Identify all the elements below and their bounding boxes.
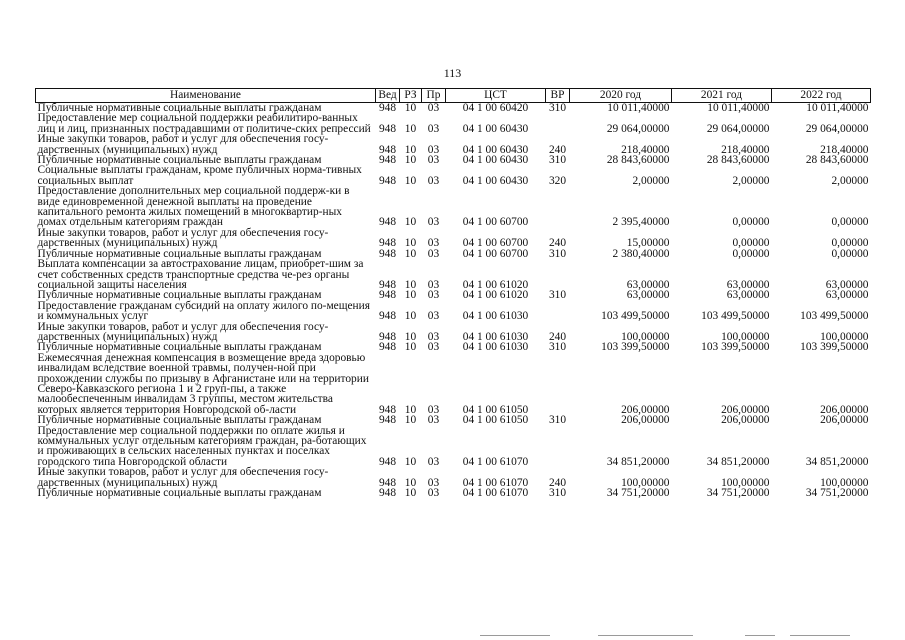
- cell-ved: 948: [378, 330, 397, 343]
- header-name: Наименование: [36, 89, 376, 103]
- header-ved: Вед: [376, 89, 400, 103]
- table-row: [36, 186, 871, 228]
- cell-ved: 948: [378, 414, 397, 427]
- cell-rz: 10: [404, 247, 417, 260]
- cell-name: Публичные нормативные социальные выплаты гражданам: [37, 102, 322, 114]
- cell-name: Предоставление дополнительных мер социальной поддерж-ки в виде единовременной денежной выплаты на проведение капитального ремонта жилых помещений в многоквартир-ных домах отдельным категориям граждан: [37, 185, 350, 229]
- table-header: [36, 89, 871, 103]
- cell-cst: 04 1 00 61030: [462, 310, 529, 323]
- cell-vr: 310: [548, 154, 567, 167]
- cell-vr: 310: [548, 414, 567, 427]
- cell-vr: 310: [548, 247, 567, 260]
- cell-y2022: 63,00000: [825, 278, 869, 291]
- cell-y2021: 34 751,20000: [706, 487, 770, 500]
- cell-y2020: 28 843,60000: [606, 154, 670, 167]
- cell-y2020: 34 751,20000: [606, 487, 670, 500]
- cell-name: Предоставление мер социальной поддержки реабилитиро-ванных лиц и лиц, признанных пострадавшими от политиче-ских репрессий: [37, 112, 371, 135]
- cell-vr: [546, 426, 570, 468]
- cell-pr: 03: [427, 102, 440, 114]
- cell-y2022: 10 011,40000: [806, 102, 869, 114]
- cell-y2021: 100,00000: [721, 476, 770, 489]
- cell-name: Выплата компенсации за автострахование лицам, приобрет-шим за счет собственных средств транспортные средства че-рез органы социальной защиты населения: [37, 258, 364, 291]
- cell-y2022: 2,00000: [831, 174, 869, 187]
- table-row: [36, 113, 871, 134]
- cell-ved: 948: [378, 476, 397, 489]
- cell-ved: 948: [378, 174, 397, 187]
- cell-name: Публичные нормативные социальные выплаты гражданам: [37, 487, 322, 500]
- cell-cst: 04 1 00 61030: [462, 341, 529, 354]
- cell-y2021: 28 843,60000: [706, 154, 770, 167]
- cell-y2021: 206,00000: [721, 414, 770, 427]
- cell-pr: 03: [427, 174, 440, 187]
- table-row: [36, 322, 871, 343]
- cell-cst: 04 1 00 61070: [462, 487, 529, 500]
- cell-name: Предоставление мер социальной поддержки по оплате жилья и коммунальных услуг отдельным категориям граждан, ра-ботающих и проживающих в сельских населенных пунктах и поселках городского типа Новгородской области: [37, 424, 367, 468]
- cell-rz: 10: [404, 414, 417, 427]
- cell-rz: 10: [404, 455, 417, 468]
- cell-cst: 04 1 00 61050: [462, 403, 529, 416]
- cell-rz: 10: [404, 102, 417, 114]
- cell-y2020: 103 399,50000: [601, 341, 670, 354]
- cell-y2021: 206,00000: [721, 403, 770, 416]
- cell-cst: 04 1 00 60430: [462, 154, 529, 167]
- cell-y2021: 34 851,20000: [706, 455, 770, 468]
- cell-name: Иные закупки товаров, работ и услуг для обеспечения госу-дарственных (муниципальных) нужд: [37, 466, 329, 489]
- cell-y2021: 63,00000: [726, 278, 770, 291]
- cell-rz: 10: [404, 174, 417, 187]
- cell-y2020: 103 499,50000: [601, 310, 670, 323]
- scan-bottom-edge: [0, 632, 905, 640]
- cell-rz: 10: [404, 476, 417, 489]
- cell-ved: 948: [378, 216, 397, 229]
- cell-ved: 948: [378, 122, 397, 135]
- header-2021: 2021 год: [672, 89, 772, 103]
- cell-y2022: 206,00000: [820, 403, 869, 416]
- cell-ved: 948: [378, 310, 397, 323]
- cell-y2021: 218,40000: [721, 143, 770, 156]
- cell-rz: 10: [404, 143, 417, 156]
- cell-y2022: 28 843,60000: [805, 154, 869, 167]
- cell-vr: 240: [548, 476, 567, 489]
- cell-y2021: 0,00000: [732, 247, 770, 260]
- cell-pr: 03: [427, 476, 440, 489]
- cell-vr: [546, 353, 570, 415]
- header-cst: ЦСТ: [446, 89, 546, 103]
- cell-y2020: 2 380,40000: [612, 247, 670, 260]
- header-vr: ВР: [546, 89, 570, 103]
- cell-y2020: 34 851,20000: [606, 455, 670, 468]
- cell-ved: 948: [378, 289, 397, 302]
- cell-vr: 240: [548, 143, 567, 156]
- cell-pr: 03: [427, 289, 440, 302]
- cell-rz: 10: [404, 341, 417, 354]
- cell-pr: 03: [427, 154, 440, 167]
- cell-y2022: 103 499,50000: [800, 310, 869, 323]
- header-pr: Пр: [422, 89, 446, 103]
- cell-cst: 04 1 00 60420: [462, 102, 529, 114]
- cell-vr: 310: [548, 289, 567, 302]
- page-number: 113: [443, 66, 462, 80]
- cell-cst: 04 1 00 61020: [462, 278, 529, 291]
- cell-y2021: 103 499,50000: [701, 310, 770, 323]
- cell-rz: 10: [404, 403, 417, 416]
- table-row: [36, 301, 871, 322]
- cell-y2021: 63,00000: [726, 289, 770, 302]
- cell-name: Предоставление гражданам субсидий на оплату жилого по-мещения и коммунальных услуг: [37, 299, 370, 323]
- cell-y2020: 100,00000: [621, 330, 670, 343]
- cell-ved: 948: [378, 278, 397, 291]
- cell-y2022: 0,00000: [831, 216, 869, 229]
- cell-ved: 948: [378, 237, 397, 250]
- cell-y2022: 29 064,00000: [805, 122, 869, 135]
- cell-cst: 04 1 00 60430: [462, 143, 529, 156]
- cell-rz: 10: [404, 487, 417, 500]
- cell-y2022: 103 399,50000: [800, 341, 869, 354]
- cell-cst: 04 1 00 60700: [462, 247, 529, 260]
- cell-name: Иные закупки товаров, работ и услуг для обеспечения госу-дарственных (муниципальных) нужд: [37, 320, 329, 343]
- cell-cst: 04 1 00 60700: [462, 216, 529, 229]
- cell-y2022: 0,00000: [831, 237, 869, 250]
- cell-y2020: 29 064,00000: [606, 122, 670, 135]
- cell-y2021: 10 011,40000: [707, 102, 770, 114]
- cell-vr: 310: [548, 487, 567, 500]
- cell-rz: 10: [404, 278, 417, 291]
- cell-rz: 10: [404, 122, 417, 135]
- cell-ved: 948: [378, 154, 397, 167]
- cell-vr: 320: [548, 174, 567, 187]
- table-row: [36, 488, 871, 498]
- budget-table: [35, 88, 871, 498]
- cell-pr: 03: [427, 122, 440, 135]
- cell-y2020: 2,00000: [632, 174, 670, 187]
- cell-rz: 10: [404, 237, 417, 250]
- cell-ved: 948: [378, 143, 397, 156]
- cell-vr: [546, 186, 570, 228]
- cell-y2020: 15,00000: [626, 237, 670, 250]
- cell-rz: 10: [404, 154, 417, 167]
- cell-pr: 03: [427, 330, 440, 343]
- cell-name: Публичные нормативные социальные выплаты гражданам: [37, 341, 322, 354]
- cell-y2020: 10 011,40000: [607, 102, 670, 114]
- table-row: [36, 467, 871, 488]
- table-body: [36, 103, 871, 499]
- cell-y2020: 63,00000: [626, 289, 670, 302]
- cell-y2022: 34 751,20000: [805, 487, 869, 500]
- table-row: [36, 426, 871, 468]
- cell-ved: 948: [378, 487, 397, 500]
- cell-vr: [546, 259, 570, 290]
- cell-y2020: 100,00000: [621, 476, 670, 489]
- cell-y2022: 100,00000: [820, 476, 869, 489]
- cell-pr: 03: [427, 310, 440, 323]
- cell-name: Иные закупки товаров, работ и услуг для обеспечения госу-дарственных (муниципальных) нужд: [37, 133, 329, 156]
- cell-ved: 948: [378, 102, 397, 114]
- cell-pr: 03: [427, 414, 440, 427]
- cell-vr: 240: [548, 237, 567, 250]
- cell-y2022: 63,00000: [825, 289, 869, 302]
- cell-pr: 03: [427, 216, 440, 229]
- cell-vr: [546, 301, 570, 322]
- cell-name: Иные закупки товаров, работ и услуг для обеспечения госу-дарственных (муниципальных) нужд: [37, 226, 329, 250]
- cell-cst: 04 1 00 61030: [462, 330, 529, 343]
- cell-y2020: 206,00000: [621, 403, 670, 416]
- cell-y2022: 206,00000: [820, 414, 869, 427]
- cell-name: Публичные нормативные социальные выплаты гражданам: [37, 154, 322, 167]
- cell-rz: 10: [404, 216, 417, 229]
- table-row: [36, 228, 871, 249]
- cell-vr: 310: [548, 102, 567, 114]
- cell-y2021: 100,00000: [721, 330, 770, 343]
- cell-y2022: 0,00000: [831, 247, 869, 260]
- cell-pr: 03: [427, 455, 440, 468]
- cell-y2020: 63,00000: [626, 278, 670, 291]
- cell-y2020: 2 395,40000: [612, 216, 670, 229]
- cell-cst: 04 1 00 60430: [462, 174, 529, 187]
- cell-ved: 948: [378, 247, 397, 260]
- cell-name: Публичные нормативные социальные выплаты гражданам: [37, 247, 322, 260]
- table-row: [36, 165, 871, 186]
- cell-cst: 04 1 00 61070: [462, 476, 529, 489]
- cell-cst: 04 1 00 61070: [462, 455, 529, 468]
- cell-cst: 04 1 00 61020: [462, 289, 529, 302]
- cell-ved: 948: [378, 341, 397, 354]
- cell-rz: 10: [404, 310, 417, 323]
- cell-y2020: 206,00000: [621, 414, 670, 427]
- cell-y2022: 34 851,20000: [805, 455, 869, 468]
- cell-pr: 03: [427, 341, 440, 354]
- cell-name: Социальные выплаты гражданам, кроме публичных норма-тивных социальных выплат: [37, 164, 362, 187]
- cell-ved: 948: [378, 403, 397, 416]
- cell-y2022: 218,40000: [820, 143, 869, 156]
- header-2020: 2020 год: [570, 89, 672, 103]
- cell-rz: 10: [404, 289, 417, 302]
- table-row: [36, 353, 871, 415]
- cell-name: Ежемесячная денежная компенсация в возмещение вреда здоровью инвалидам вследствие военной травмы, получен-ной при прохождении службы по призыву в Афганистане или на территории Северо-Кавказского региона 1 и 2 груп-пы, а также малообеспеченным инвалидам 3 группы, местом жительства которых является территория Новгородской об-ласти: [37, 351, 369, 416]
- cell-pr: 03: [427, 487, 440, 500]
- cell-y2021: 0,00000: [732, 216, 770, 229]
- cell-vr: 310: [548, 341, 567, 354]
- header-rz: РЗ: [400, 89, 422, 103]
- cell-y2021: 2,00000: [732, 174, 770, 187]
- cell-name: Публичные нормативные социальные выплаты гражданам: [37, 414, 322, 427]
- cell-cst: 04 1 00 60430: [462, 122, 529, 135]
- cell-y2021: 0,00000: [732, 237, 770, 250]
- cell-rz: 10: [404, 330, 417, 343]
- cell-pr: 03: [427, 403, 440, 416]
- cell-pr: 03: [427, 143, 440, 156]
- cell-y2021: 29 064,00000: [706, 122, 770, 135]
- cell-pr: 03: [427, 247, 440, 260]
- cell-y2020: 218,40000: [621, 143, 670, 156]
- cell-y2022: 100,00000: [820, 330, 869, 343]
- cell-vr: 240: [548, 330, 567, 343]
- header-2022: 2022 год: [772, 89, 871, 103]
- cell-ved: 948: [378, 455, 397, 468]
- cell-cst: 04 1 00 61050: [462, 414, 529, 427]
- cell-y2021: 103 399,50000: [701, 341, 770, 354]
- cell-name: Публичные нормативные социальные выплаты гражданам: [37, 289, 322, 302]
- table-row: [36, 259, 871, 290]
- cell-cst: 04 1 00 60700: [462, 237, 529, 250]
- cell-pr: 03: [427, 237, 440, 250]
- cell-vr: [546, 113, 570, 134]
- cell-pr: 03: [427, 278, 440, 291]
- table-row: [36, 134, 871, 155]
